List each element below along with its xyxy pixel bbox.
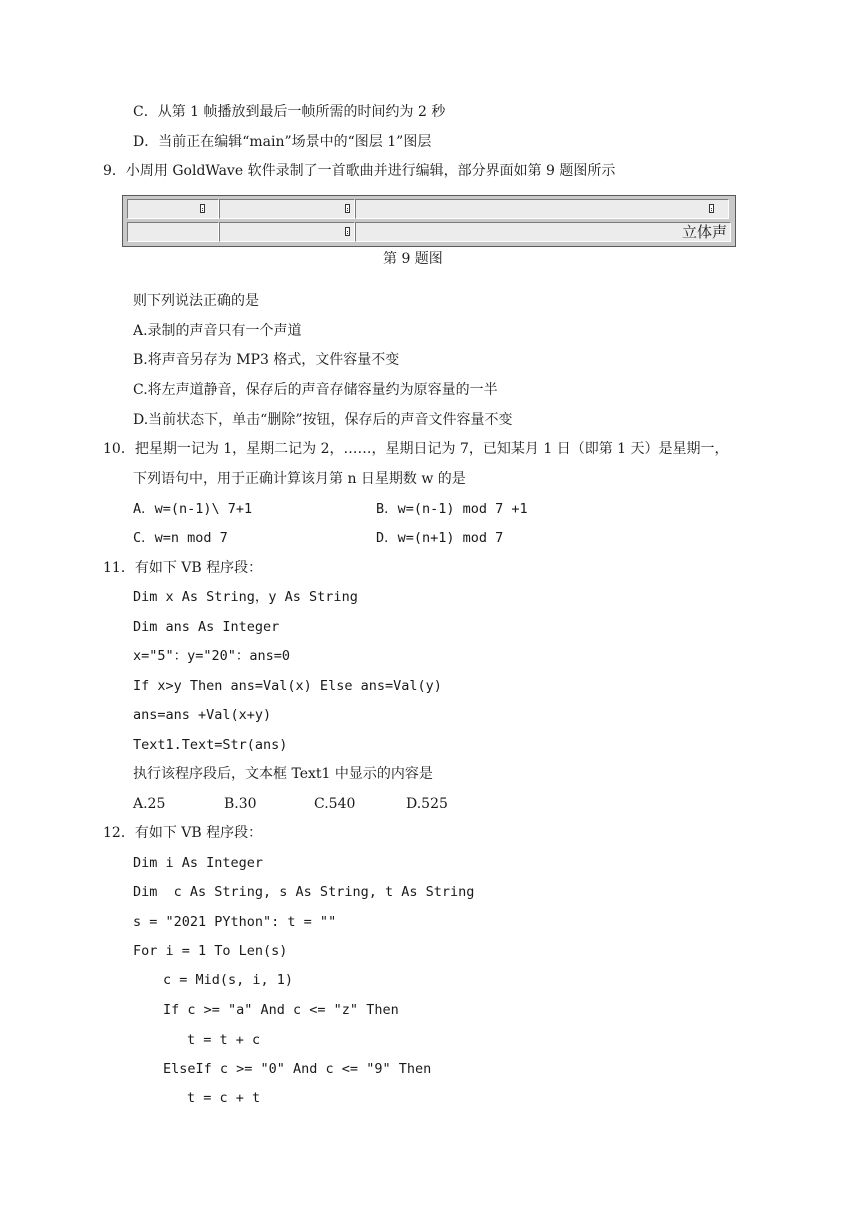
question-11-stem: 11．有如下 VB 程序段： [103,560,263,576]
code-line: s = "2021 PYthon": t = "" [133,914,337,930]
position-cell [219,222,355,242]
option-c-text: C．从第 1 帧播放到最后一帧所需的时间约为 2 秒 [133,104,446,120]
channel-cell [127,199,219,219]
code-line: Dim ans As Integer [133,619,280,635]
code-line: t = t + c [187,1032,261,1048]
duration-cell [219,199,355,219]
selection-cell [355,199,729,219]
channel-label [160,218,205,219]
splitter-grip-icon [345,204,350,213]
code-line: Dim x As String，y As String [133,589,358,605]
code-line: c = Mid(s, i, 1) [163,972,294,988]
code-line: x="5"：y="20"：ans=0 [133,648,291,664]
q9-option-a: A.录制的声音只有一个声道 [133,323,302,339]
q9-option-d: D.当前状态下，单击“删除”按钮，保存后的声音文件容量不变 [133,412,513,428]
splitter-grip-icon [345,227,350,236]
q11-option-d: D.525 [406,796,448,812]
q11-option-b: B.30 [224,796,257,812]
q9-option-c: C.将左声道静音，保存后的声音存储容量约为原容量的一半 [133,382,498,398]
question-10-stem: 10．把星期一记为 1，星期二记为 2，……，星期日记为 7，已知某月 1 日（即第 1 天）是星期一， [103,441,729,457]
q10-option-b: B．w=(n-1) mod 7 +1 [376,501,528,517]
q11-option-a: A.25 [133,796,166,812]
question-11-prompt: 执行该程序段后，文本框 Text1 中显示的内容是 [133,766,433,782]
code-line: If x>y Then ans=Val(x) Else ans=Val(y) [133,678,442,694]
code-line: ans=ans +Val(x+y) [133,707,272,723]
figure-caption: 第 9 题图 [383,251,443,267]
q9-option-b: B.将声音另存为 MP3 格式，文件容量不变 [133,352,400,368]
question-9-stem: 9．小周用 GoldWave 软件录制了一首歌曲并进行编辑，部分界面如第 9 题图所示 [103,163,616,179]
question-9-prompt: 则下列说法正确的是 [133,293,259,309]
code-line: t = c + t [187,1090,261,1106]
modified-status [160,241,205,242]
option-d-text: D．当前正在编辑“main”场景中的“图层 1”图层 [133,134,432,150]
code-line: Dim i As Integer [133,855,264,871]
question-10-stem-2: 下列语句中，用于正确计算该月第 n 日星期数 w 的是 [133,471,466,487]
status-cell [127,222,219,242]
q10-option-a: A．w=(n-1)\ 7+1 [133,501,253,517]
splitter-grip-icon [200,204,205,213]
q10-option-c: C．w=n mod 7 [133,530,228,546]
stereo-label: 立体声 [680,223,730,241]
code-line: If c >= "a" And c <= "z" Then [163,1002,399,1018]
code-line: Dim c As String, s As String, t As String [133,884,475,900]
code-line: ElseIf c >= "0" And c <= "9" Then [163,1061,432,1077]
q10-option-d: D．w=(n+1) mod 7 [376,530,504,546]
splitter-grip-icon [709,204,714,213]
code-line: For i = 1 To Len(s) [133,943,288,959]
goldwave-status-bar [122,195,736,247]
question-12-stem: 12．有如下 VB 程序段： [103,825,263,841]
q11-option-c: C.540 [314,796,356,812]
format-cell [355,222,731,242]
code-line: Text1.Text=Str(ans) [133,737,288,753]
